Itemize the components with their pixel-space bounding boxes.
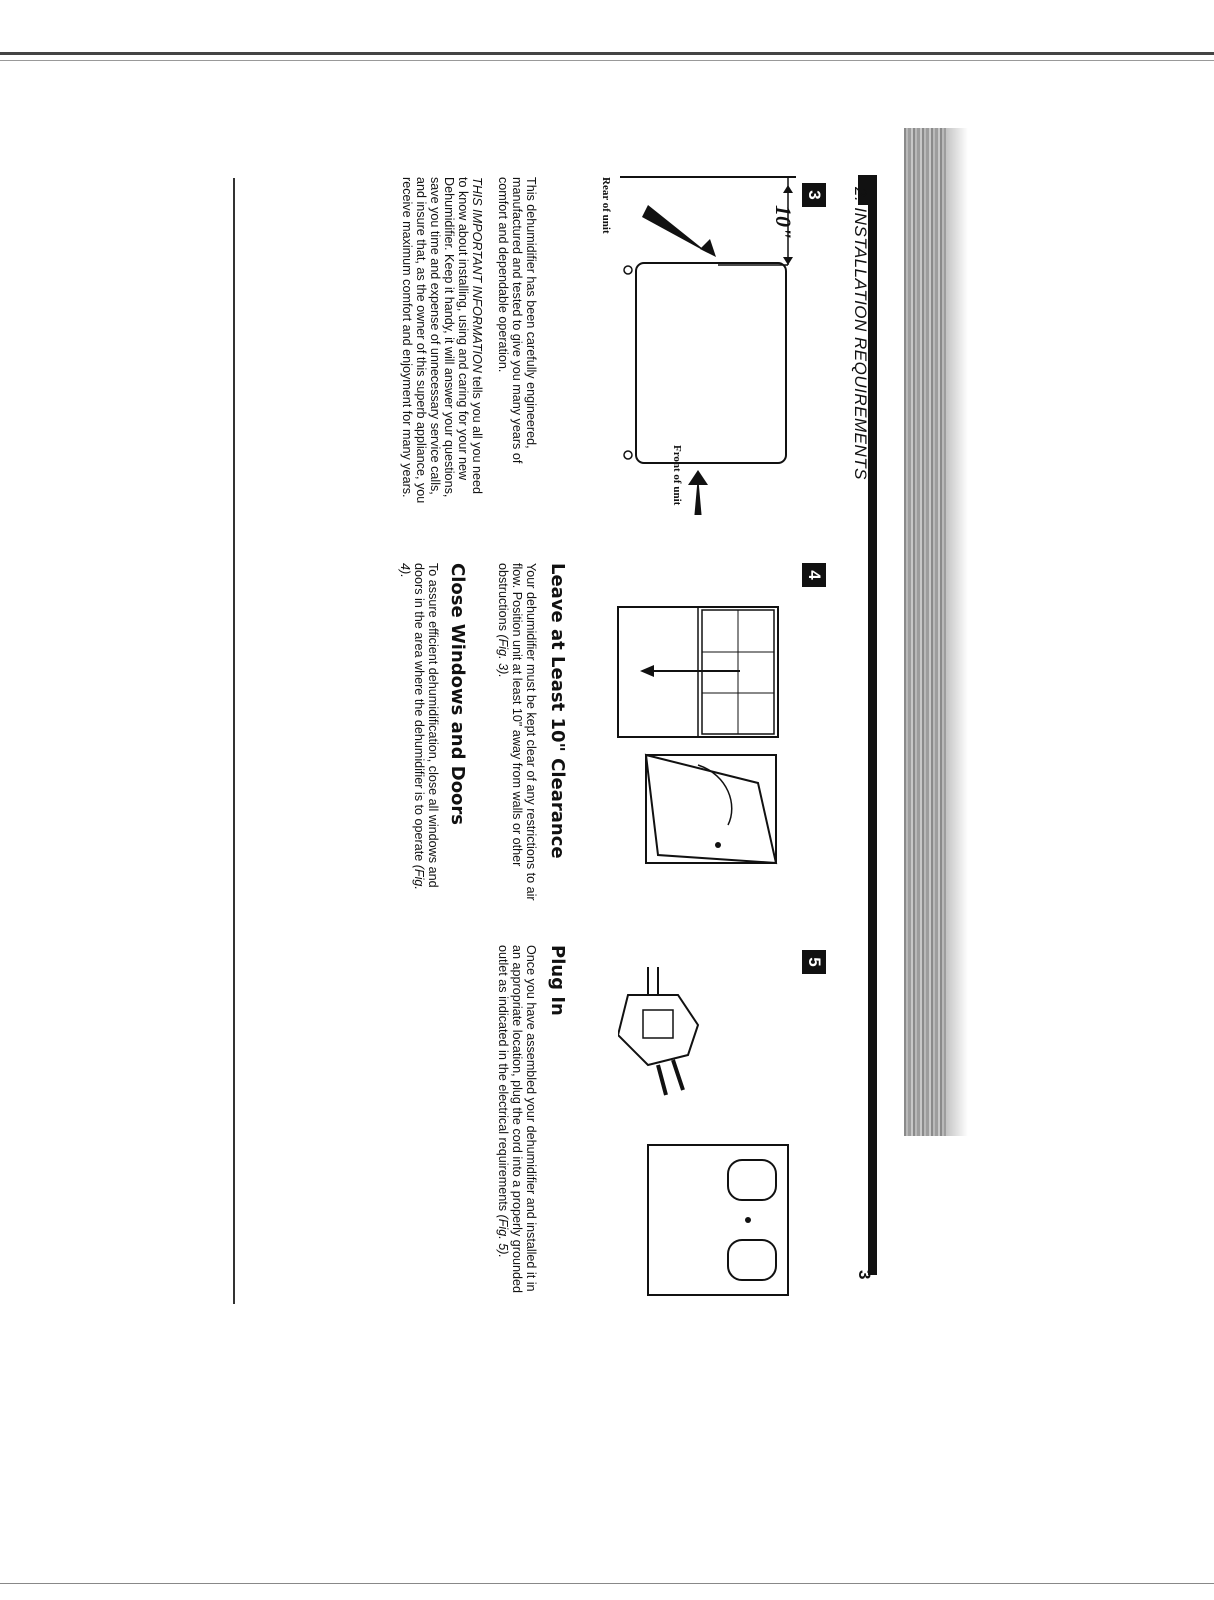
intro-paragraph-2-text: tells you all you need to know about installing, using and caring for your new Dehumidifier. Keep it handy, it will answer your questions, save you time and expense of unnecessary service calls, and insure that, as the owner of this superb appliance, you receive maximum comfort and enjoyment for many years. [400, 177, 484, 504]
figure-4-number: 4 [802, 563, 826, 587]
plug-heading: Plug In [547, 945, 568, 1016]
clearance-fig-ref: (Fig. 3). [496, 634, 510, 678]
figure-3-rear-label: Rear of unit [600, 177, 612, 234]
rotated-page-content [238, 175, 878, 1335]
clearance-text [496, 563, 538, 908]
figure-3-dimension: 10" [771, 205, 796, 240]
windows-heading: Close Windows and Doors [447, 563, 468, 826]
windows-text [398, 563, 440, 908]
scan-bottom-line [0, 1583, 1214, 1584]
section-title: 2. INSTALLATION REQUIREMENTS [851, 187, 870, 480]
windows-text-body: To assure efficient dehumidification, close all windows and doors in the area where the dehumidifier is to operate [412, 563, 440, 888]
scan-top-line [0, 52, 1214, 55]
intro-paragraph-1: This dehumidifier has been carefully engineered, manufactured and tested to give you many years of comfort and dependable operation. [496, 177, 538, 464]
plug-text-body: Once you have assembled your dehumidifier and installed it in an appropriate location, plug the cord into a properly grounded outlet as indicated in the electrical requirements [496, 945, 538, 1293]
clearance-heading: Leave at Least 10" Clearance [547, 563, 568, 859]
plug-fig-ref: (Fig. 5). [496, 1214, 510, 1258]
figure-3-number: 3 [802, 183, 826, 207]
clearance-text-body: Your dehumidifier must be kept clear of any restrictions to air flow. Position unit at least 10" away from walls or other obstructions [496, 563, 538, 901]
intro-emphasis: THIS IMPORTANT INFORMATION [470, 177, 484, 373]
plug-text [496, 945, 538, 1295]
figure-3-front-label: Front of unit [671, 445, 683, 506]
figure-4-windows-doors-diagram [608, 605, 798, 865]
scan-top-line-thin [0, 60, 1214, 61]
figure-5-number: 5 [802, 950, 826, 974]
intro-text [388, 177, 538, 507]
page-number: 3 [855, 1270, 874, 1280]
windows-fig-ref: (Fig. 4). [398, 563, 426, 890]
intro-paragraph-2 [400, 177, 484, 507]
figure-5-plug-outlet-diagram [618, 965, 798, 1305]
scan-shadow-band [904, 128, 946, 1136]
scan-shadow-fade [946, 128, 968, 1136]
page-margin-line [233, 178, 235, 1304]
